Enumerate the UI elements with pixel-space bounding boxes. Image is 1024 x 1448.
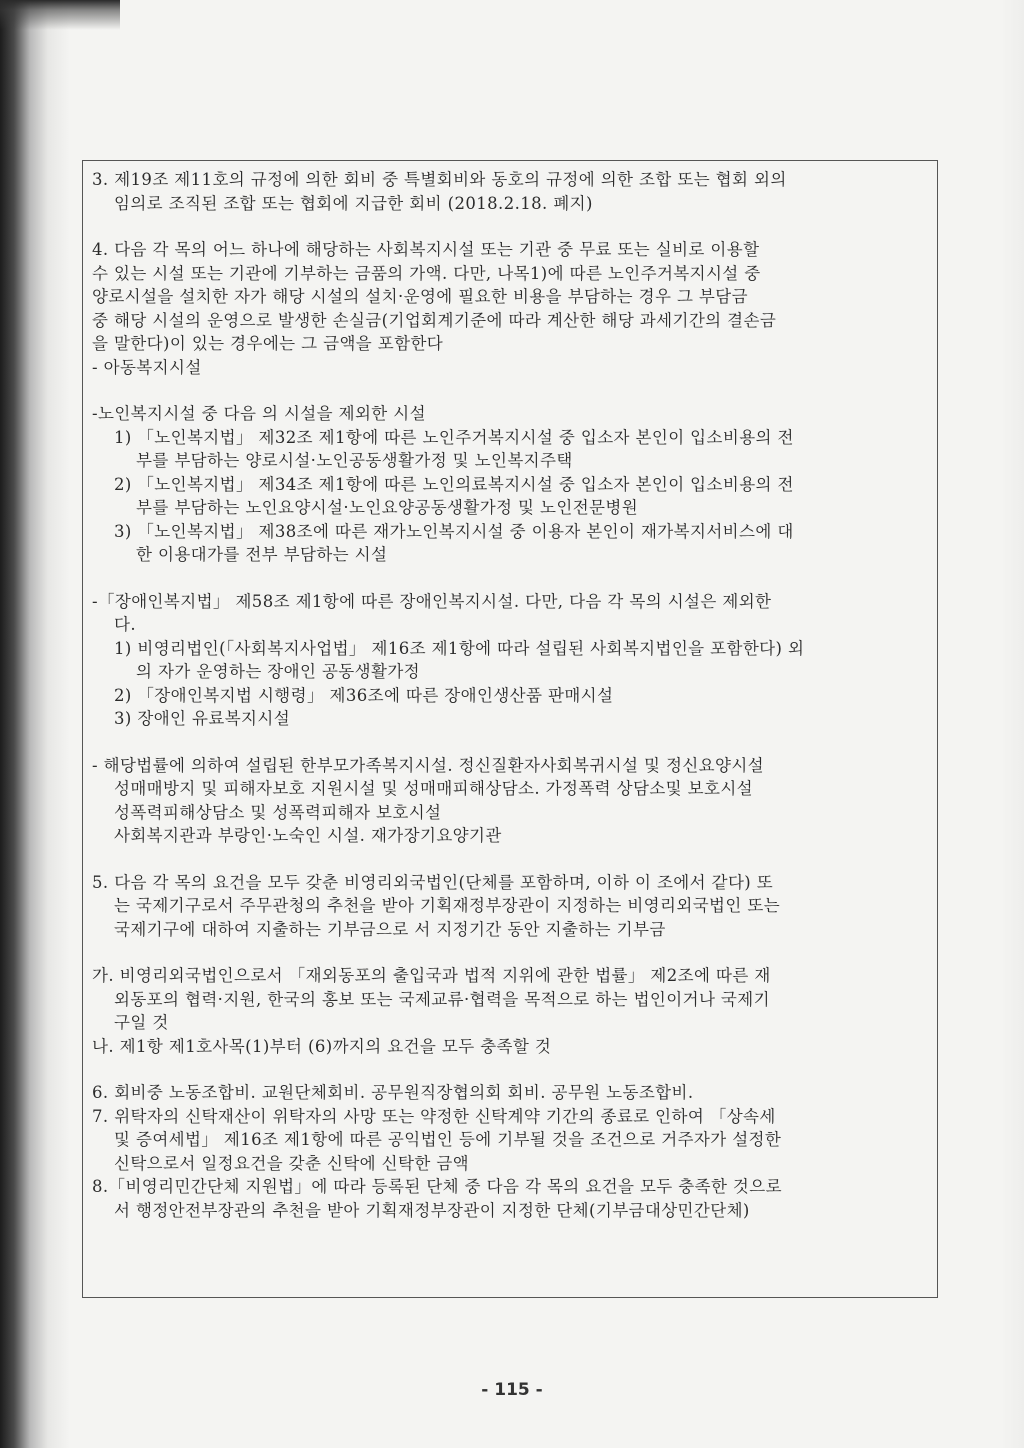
- text-line: 부를 부담하는 노인요양시설·노인요양공동생활가정 및 노인전문병원: [136, 498, 639, 517]
- text-line: 나. 제1항 제1호사목(1)부터 (6)까지의 요건을 모두 충족할 것: [92, 1036, 552, 1056]
- text-line: 중 해당 시설의 운영으로 발생한 손실금(기업회계기준에 따라 계산한 해당 과세기간의 결손금: [92, 310, 777, 330]
- text-line: 2) 「노인복지법」 제34조 제1항에 따른 노인의료복지시설 중 입소자 본인이 입소비용의 전: [114, 474, 794, 494]
- text-line: 임의로 조직된 조합 또는 협회에 지급한 회비 (2018.2.18. 폐지): [114, 193, 593, 213]
- elderly-welfare-block: [92, 402, 932, 567]
- disability-welfare-block: [92, 590, 932, 731]
- text-line: 7. 위탁자의 신탁재산이 위탁자의 사망 또는 약정한 신탁계약 기간의 종료로 인하여 「상속세: [92, 1106, 776, 1126]
- text-line: 서 행정안전부장관의 추천을 받아 기획재정부장관이 지정한 단체(기부금대상민간단체): [114, 1200, 750, 1220]
- text-line: 외동포의 협력·지원, 한국의 홍보 또는 국제교류·협력을 목적으로 하는 법인이거나 국제기: [114, 989, 770, 1009]
- text-line: 수 있는 시설 또는 기관에 기부하는 금품의 가액. 다만, 나목1)에 따른 노인주거복지시설 중: [92, 263, 761, 283]
- text-line: 1) 비영리법인(「사회복지사업법」 제16조 제1항에 따라 설립된 사회복지법인을 포함한다) 외: [114, 638, 805, 658]
- text-line: 신탁으로서 일정요건을 갖춘 신탁에 신탁한 금액: [114, 1153, 470, 1173]
- binding-shadow: [0, 0, 120, 40]
- text-line: 양로시설을 설치한 자가 해당 시설의 설치·운영에 필요한 비용을 부담하는 경우 그 부담금: [92, 287, 748, 306]
- text-line: 성폭력피해상담소 및 성폭력피해자 보호시설: [114, 802, 442, 822]
- text-line: 성매매방지 및 피해자보호 지원시설 및 성매매피해상담소. 가정폭력 상담소및 보호시설: [114, 779, 754, 798]
- text-line: 을 말한다)이 있는 경우에는 그 금액을 포함한다: [92, 334, 444, 353]
- text-line: 부를 부담하는 양로시설·노인공동생활가정 및 노인복지주택: [136, 451, 573, 470]
- text-line: 4. 다음 각 목의 어느 하나에 해당하는 사회복지시설 또는 기관 중 무료 또는 실비로 이용할: [92, 240, 760, 259]
- text-line: 는 국제기구로서 주무관청의 추천을 받아 기획재정부장관이 지정하는 비영리외국법인 또는: [114, 896, 781, 915]
- text-line: -노인복지시설 중 다음 의 시설을 제외한 시설: [92, 404, 426, 423]
- text-line: -「장애인복지법」 제58조 제1항에 따른 장애인복지시설. 다만, 다음 각 목의 시설은 제외한: [92, 591, 772, 611]
- item-5: [92, 871, 932, 942]
- text-line: 3) 「노인복지법」 제38조에 따른 재가노인복지시설 중 이용자 본인이 재가복지서비스에 대: [114, 521, 794, 541]
- text-line: - 아동복지시설: [92, 357, 202, 377]
- item-5-subitems: [92, 964, 932, 1058]
- item-3: [92, 168, 932, 215]
- text-line: 가. 비영리외국법인으로서 「재외동포의 출입국과 법적 지위에 관한 법률」 제2조에 따른 재: [92, 966, 771, 985]
- text-line: 2) 「장애인복지법 시행령」 제36조에 따른 장애인생산품 판매시설: [114, 685, 614, 705]
- text-line: 3) 장애인 유료복지시설: [114, 709, 291, 728]
- text-line: 의 자가 운영하는 장애인 공동생활가정: [136, 662, 421, 681]
- text-line: - 해당법률에 의하여 설립된 한부모가족복지시설. 정신질환자사회복귀시설 및 정신요양시설: [92, 755, 765, 775]
- text-line: 한 이용대가를 전부 부담하는 시설: [136, 545, 388, 564]
- text-line: 구일 것: [114, 1013, 169, 1032]
- page-number: - 115 -: [481, 1380, 543, 1400]
- text-line: 5. 다음 각 목의 요건을 모두 갖춘 비영리외국법인(단체를 포함하며, 이하 이 조에서 같다) 또: [92, 872, 774, 892]
- text-line: 8.「비영리민간단체 지원법」에 따라 등록된 단체 중 다음 각 목의 요건을 모두 충족한 것으로: [92, 1177, 782, 1196]
- items-6-8: [92, 1081, 932, 1222]
- page-content: [92, 168, 932, 1222]
- text-line: 1) 「노인복지법」 제32조 제1항에 따른 노인주거복지시설 중 입소자 본인이 입소비용의 전: [114, 427, 794, 447]
- other-facilities-block: [92, 754, 932, 848]
- item-4: [92, 238, 932, 379]
- text-line: 국제기구에 대하여 지출하는 기부금으로 서 지정기간 동안 지출하는 기부금: [114, 919, 666, 939]
- text-line: 사회복지관과 부랑인·노숙인 시설. 재가장기요양기관: [114, 826, 502, 845]
- text-line: 3. 제19조 제11호의 규정에 의한 회비 중 특별회비와 동호의 규정에 의한 조합 또는 협회 외의: [92, 170, 787, 189]
- text-line: 6. 회비중 노동조합비. 교원단체회비. 공무원직장협의회 회비. 공무원 노동조합비.: [92, 1083, 694, 1102]
- text-line: 및 증여세법」 제16조 제1항에 따른 공익법인 등에 기부될 것을 조건으로 거주자가 설정한: [114, 1130, 782, 1149]
- text-line: 다.: [114, 615, 136, 634]
